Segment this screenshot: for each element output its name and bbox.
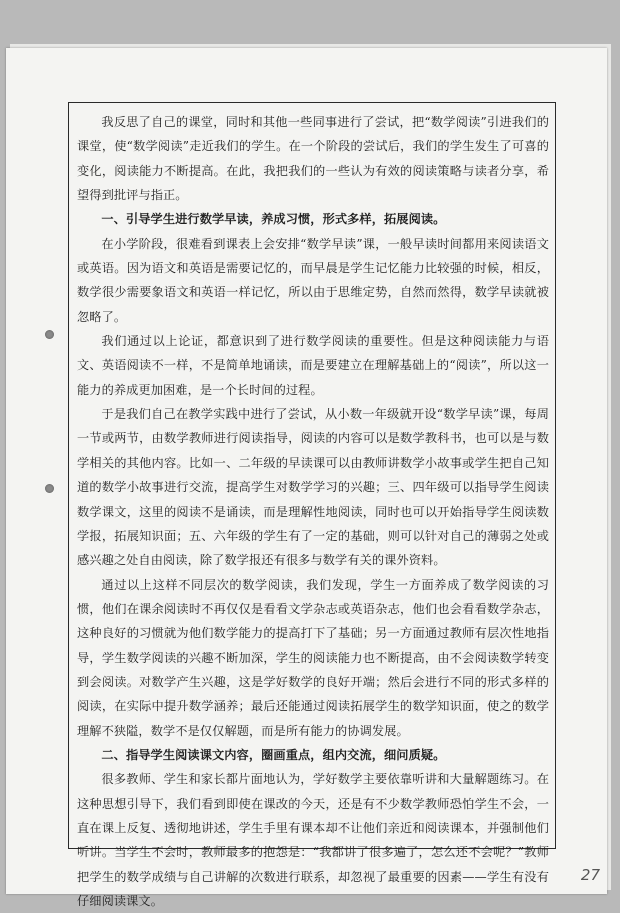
section-heading-2: 二、指导学生阅读课文内容，圈画重点，组内交流，细问质疑。 [101, 747, 446, 762]
paragraph-4: 于是我们自己在教学实践中进行了尝试，从小数一年级就开设“数学早读”课，每周一节或两节，由数学教师进行阅读指导，阅读的内容可以是数学教科书，也可以是与数学相关的其他内容。比如一、二年级的早读课可以由教师讲数学小故事或学生把自己知道的数学小故事进行交流，提高学生对数学学习的兴趣；三、四年级可以指导学生阅读数学课文，这里的阅读不是诵读，而是理解性地阅读，同时也可以开始指导学生阅读数学报，拓展知识面；五、六年级的学生有了一定的基础，则可以针对自己的薄弱之处或感兴趣之处自由阅读，除了数学报还有很多与数学有关的课外资料。 [77, 407, 549, 568]
paragraph-5: 通过以上这样不同层次的数学阅读，我们发现，学生一方面养成了数学阅读的习惯，他们在课余阅读时不再仅仅是看看文学杂志或英语杂志，他们也会看看数学杂志，这种良好的习惯就为他们数学能力的提高打下了基础；另一方面通过教师有层次性地指导，学生数学阅读的兴趣不断加深，学生的阅读能力也不断提高，由不会阅读数学转变到会阅读。对数学产生兴趣，这是学好数学的良好开端；然后会进行不同的形式多样的阅读，在实际中提升数学涵养；最后还能通过阅读拓展学生的数学知识面，使之的数学理解不狭隘，数学不是仅仅解题，而是所有能力的协调发展。 [77, 577, 549, 738]
punch-hole [45, 484, 54, 493]
punch-hole [45, 330, 54, 339]
document-body [77, 110, 549, 913]
paragraph-2: 在小学阶段，很难看到课表上会安排“数学早读”课，一般早读时间都用来阅读语文或英语。因为语文和英语是需要记忆的，而早晨是学生记忆能力比较强的时候，相反，数学很少需要象语文和英语一样记忆，所以由于思维定势，自然而然得，数学早读就被忽略了。 [77, 236, 549, 324]
page-number: 27 [580, 866, 600, 884]
paragraph-1: 我反思了自己的课堂，同时和其他一些同事进行了尝试，把“数学阅读”引进我们的课堂，使“数学阅读”走近我们的学生。在一个阶段的尝试后，我们的学生发生了可喜的变化，阅读能力不断提高。在此，我把我们的一些认为有效的阅读策略与读者分享，希望得到批评与指正。 [77, 115, 549, 203]
paragraph-6: 很多教师、学生和家长都片面地认为，学好数学主要依靠听讲和大量解题练习。在这种思想引导下，我们看到即使在课改的今天，还是有不少数学教师恐怕学生不会，一直在课上反复、透彻地讲述，学生手里有课本却不让他们亲近和阅读课本，并强制他们听讲。当学生不会时，教师最多的抱怨是：“我都讲了很多遍了，怎么还不会呢？”教师把学生的数学成绩与自己讲解的次数进行联系，却忽视了最重要的因素——学生有没有仔细阅读课文。 [77, 772, 549, 908]
section-heading-1: 一、引导学生进行数学早读，养成习惯，形式多样，拓展阅读。 [101, 212, 446, 227]
paragraph-3: 我们通过以上论证，都意识到了进行数学阅读的重要性。但是这种阅读能力与语文、英语阅读不一样，不是简单地诵读，而是要建立在理解基础上的“阅读”，所以这一能力的养成更加困难，是一个长时间的过程。 [77, 334, 549, 397]
